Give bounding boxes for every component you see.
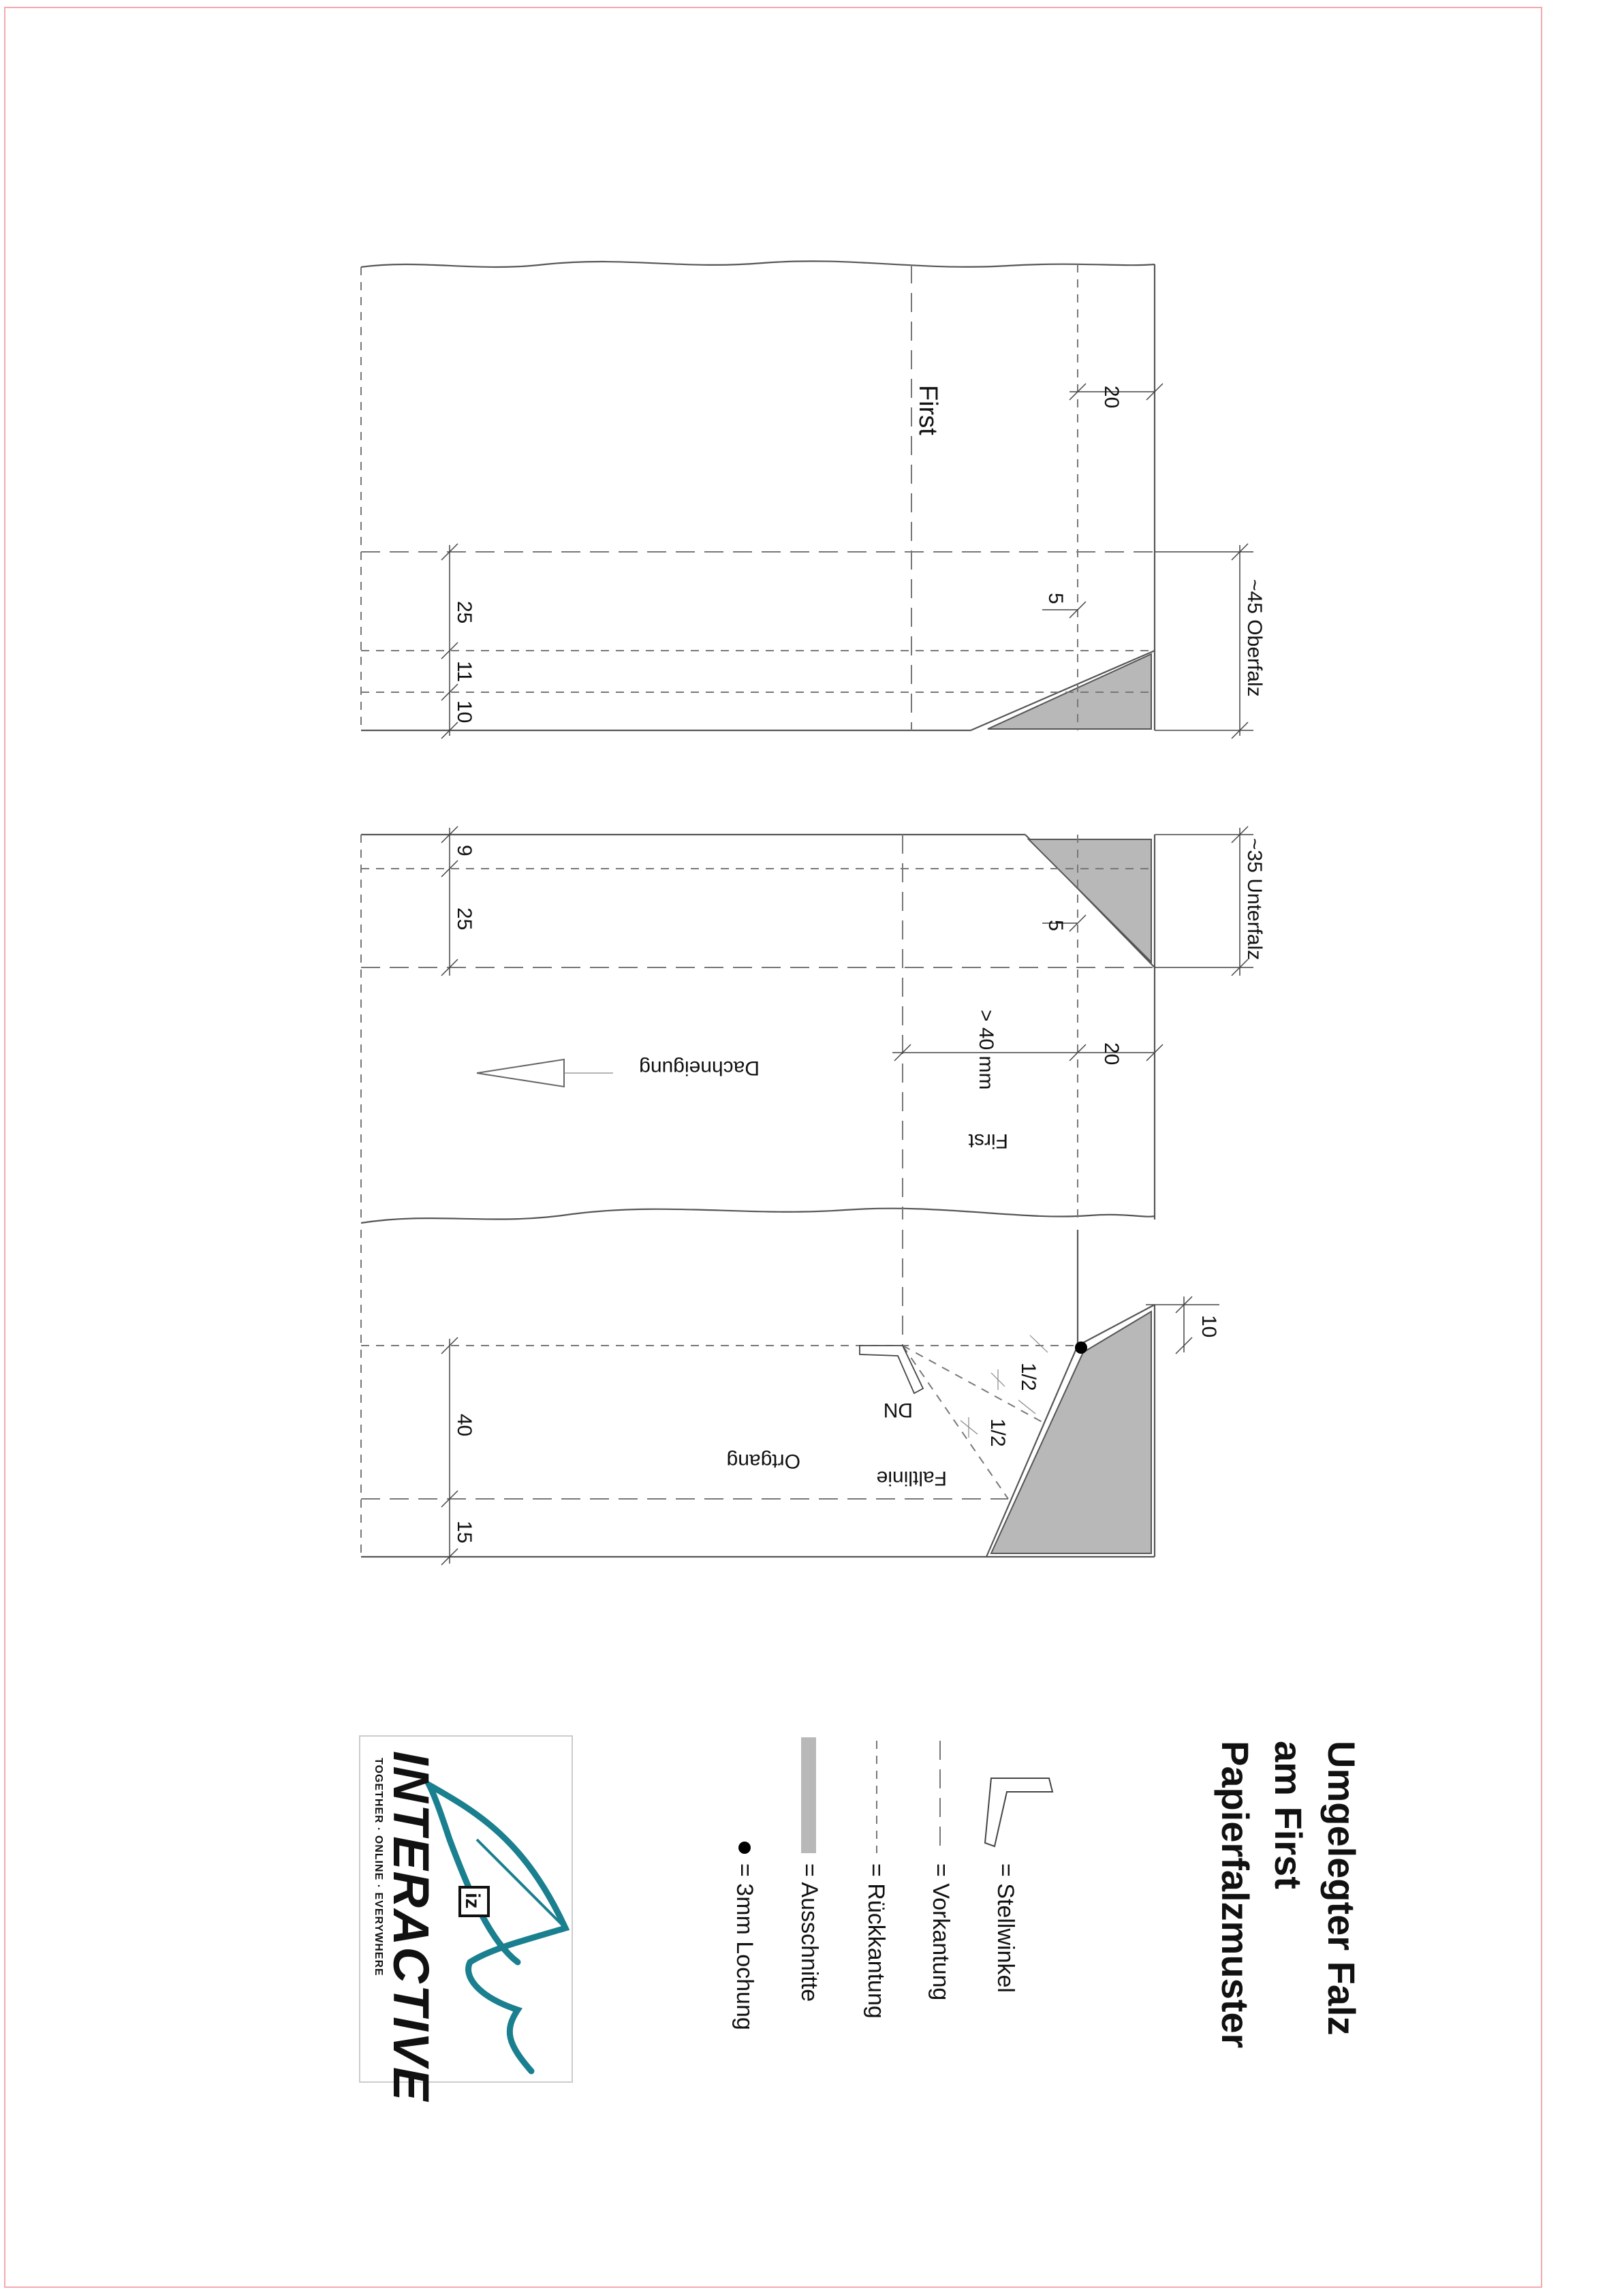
half-label-b: 1/2 bbox=[986, 1418, 1009, 1447]
legend-lochung-label: = 3mm Lochung bbox=[732, 1863, 758, 2030]
dim-40-bottom: 40 bbox=[453, 1414, 475, 1437]
dim-20-top: 20 bbox=[1100, 386, 1123, 409]
logo-tagline: TOGETHER · ONLINE · EVERYWHERE bbox=[373, 1758, 384, 1976]
dim-10-top: 10 bbox=[453, 700, 475, 724]
legend-rueckkantung-label: = Rückkantung bbox=[863, 1863, 889, 2019]
legend-stellwinkel-icon bbox=[985, 1778, 1052, 1846]
wavy-break-edge bbox=[361, 1209, 1155, 1223]
logo-box bbox=[360, 1736, 572, 2103]
unterfalz-label: ~35 Unterfalz bbox=[1243, 838, 1266, 961]
dim-20-middle: 20 bbox=[1100, 1042, 1123, 1066]
dim-15-bottom: 15 bbox=[453, 1521, 475, 1544]
dim-10-bottom: 10 bbox=[1198, 1315, 1220, 1338]
logo-wordmark: INTERACTIVE bbox=[383, 1751, 439, 2103]
legend-ausschnitte-bar bbox=[801, 1737, 816, 1853]
legend-ausschnitte-label: = Ausschnitte bbox=[796, 1863, 822, 2002]
lochung-dot-icon bbox=[1075, 1341, 1087, 1354]
dim-11-top: 11 bbox=[453, 661, 475, 683]
title-block bbox=[1214, 1741, 1363, 2048]
dim-5-top: 5 bbox=[1044, 593, 1067, 604]
oberfalz-label: ~45 Oberfalz bbox=[1243, 579, 1266, 697]
title-line-3: Papierfalzmuster bbox=[1214, 1741, 1257, 2049]
faltlinie-label: Faltlinie bbox=[876, 1467, 947, 1489]
title-line-1: Umgelegter Falz bbox=[1320, 1741, 1363, 2036]
legend-lochung-dot bbox=[738, 1842, 751, 1854]
panel-bottom bbox=[361, 1230, 1220, 1565]
legend-vorkantung-label: = Vorkantung bbox=[928, 1863, 954, 2001]
panel-middle bbox=[361, 826, 1266, 1223]
dachneigung-arrow-icon bbox=[477, 1059, 564, 1087]
dim-25-top: 25 bbox=[453, 601, 475, 624]
wavy-break-edge bbox=[361, 261, 1155, 267]
legend bbox=[732, 1737, 1052, 2030]
dim-40mm: > 40 mm bbox=[975, 1010, 997, 1090]
panel-top bbox=[361, 261, 1266, 739]
legend-stellwinkel-label: = Stellwinkel bbox=[993, 1863, 1018, 1993]
ortgang-label: Ortgang bbox=[726, 1450, 800, 1472]
first-label-top: First bbox=[914, 385, 942, 435]
dn-label: DN bbox=[883, 1399, 913, 1421]
first-label-middle: First bbox=[968, 1130, 1008, 1152]
dim-9-middle: 9 bbox=[453, 845, 475, 856]
half-label-a: 1/2 bbox=[1017, 1363, 1040, 1391]
dachneigung-label: Dachneigung bbox=[639, 1057, 760, 1079]
title-line-2: am First bbox=[1267, 1741, 1310, 1889]
cutout-bottom bbox=[991, 1312, 1151, 1553]
dim-5-middle: 5 bbox=[1044, 920, 1067, 931]
cutout-middle bbox=[1029, 839, 1151, 962]
dim-25-middle: 25 bbox=[453, 907, 475, 931]
stellwinkel-icon bbox=[860, 1346, 923, 1393]
logo-badge-text: iz bbox=[461, 1893, 484, 1909]
